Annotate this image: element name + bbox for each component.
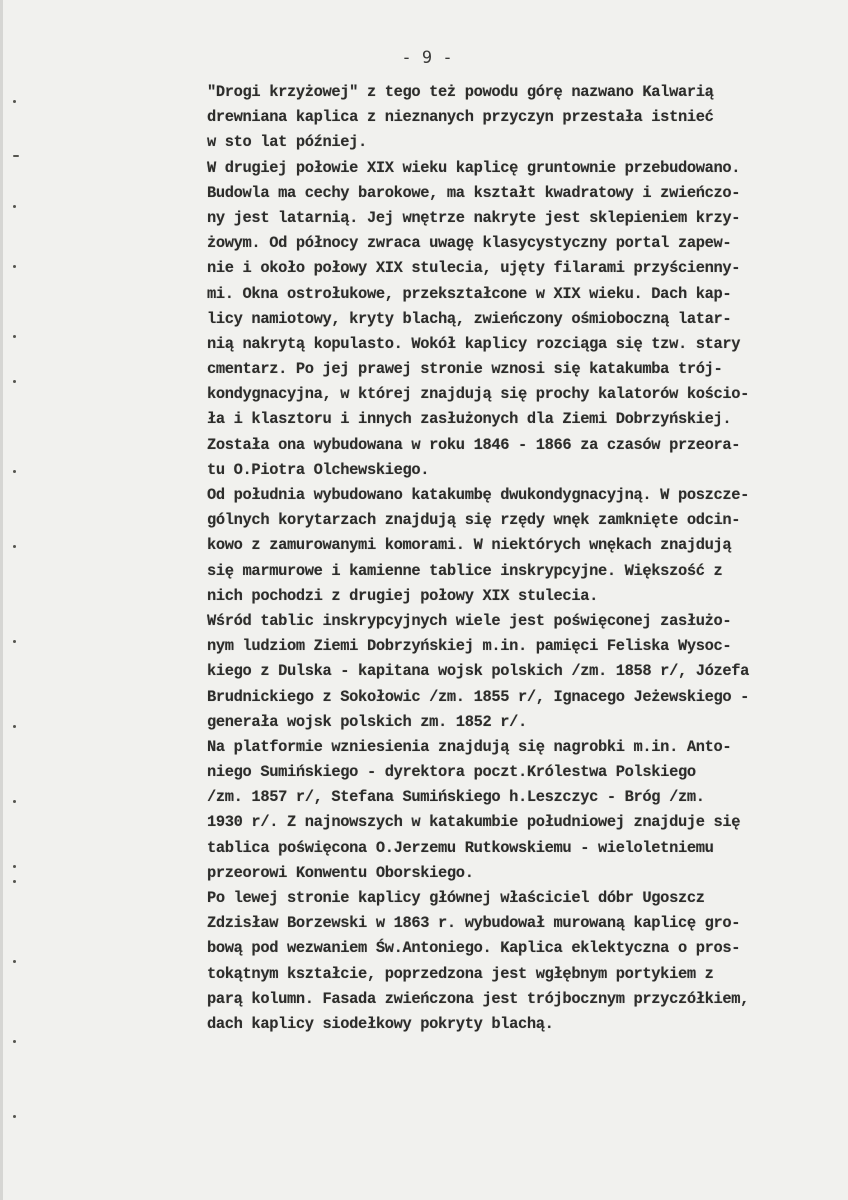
margin-speck <box>13 640 16 643</box>
margin-speck <box>13 265 16 268</box>
text-line: nich pochodzi z drugiej połowy XIX stulecia. <box>207 586 598 605</box>
page-number: - 9 - <box>401 48 453 68</box>
margin-speck <box>13 335 16 338</box>
margin-speck <box>13 100 16 103</box>
text-line: kondygnacyjna, w której znajdują się prochy kalatorów kościo- <box>207 385 750 404</box>
text-line: nią nakrytą kopulasto. Wokół kaplicy rozciąga się tzw. stary <box>207 334 741 353</box>
text-line: bową pod wezwaniem Św.Antoniego. Kaplica eklektyczna o pros- <box>207 939 741 958</box>
text-line: kiego z Dulska - kapitana wojsk polskich /zm. 1858 r/, Józefa <box>207 662 750 681</box>
text-line: cmentarz. Po jej prawej stronie wznosi się katakumba trój- <box>207 360 723 379</box>
margin-speck <box>13 800 16 803</box>
text-line: tokątnym kształcie, poprzedzona jest wgłębnym portykiem z <box>207 964 714 983</box>
body-text <box>207 80 847 1037</box>
text-line: mi. Okna ostrołukowe, przekształcone w XIX wieku. Dach kap- <box>207 284 732 303</box>
text-line: dach kaplicy siodełkowy pokryty blachą. <box>207 1014 554 1033</box>
text-line: parą kolumn. Fasada zwieńczona jest trójbocznym przyczółkiem, <box>207 989 750 1008</box>
margin-speck <box>13 1040 16 1043</box>
text-line: W drugiej połowie XIX wieku kaplicę gruntownie przebudowano. <box>207 158 741 177</box>
margin-speck <box>13 205 16 208</box>
text-line: nie i około połowy XIX stulecia, ujęty filarami przyścienny- <box>207 259 741 278</box>
text-line: "Drogi krzyżowej" z tego też powodu górę nazwano Kalwarią <box>207 83 714 101</box>
text-line: Została ona wybudowana w roku 1846 - 1866 za czasów przeora- <box>207 435 741 454</box>
text-line: generała wojsk polskich zm. 1852 r/. <box>207 712 527 731</box>
text-line: Brudnickiego z Sokołowic /zm. 1855 r/, Ignacego Jeżewskiego - <box>207 687 750 706</box>
margin-speck <box>13 155 19 157</box>
text-line: Na platformie wzniesienia znajdują się nagrobki m.in. Anto- <box>207 737 732 756</box>
text-line: nym ludziom Ziemi Dobrzyńskiej m.in. pamięci Feliska Wysoc- <box>207 637 732 656</box>
margin-speck <box>13 1115 16 1118</box>
margin-speck <box>13 865 16 868</box>
margin-speck <box>13 960 16 963</box>
text-line: 1930 r/. Z najnowszych w katakumbie południowej znajduje się <box>207 813 741 832</box>
text-line: tu O.Piotra Olchewskiego. <box>207 460 430 479</box>
text-line: ny jest latarnią. Jej wnętrze nakryte jest sklepieniem krzy- <box>207 208 741 227</box>
text-line: kowo z zamurowanymi komorami. W niektórych wnękach znajdują <box>207 536 732 555</box>
margin-speck <box>13 545 16 548</box>
text-line: Budowla ma cechy barokowe, ma kształt kwadratowy i zwieńczo- <box>207 183 741 202</box>
text-line: się marmurowe i kamienne tablice inskrypcyjne. Większość z <box>207 561 723 580</box>
text-line: drewniana kaplica z nieznanych przyczyn przestała istnieć <box>207 108 714 127</box>
text-line: gólnych korytarzach znajdują się rzędy wnęk zamknięte odcin- <box>207 511 741 530</box>
margin-speck <box>13 380 16 383</box>
text-line: Wśród tablic inskrypcyjnych wiele jest poświęconej zasłużo- <box>207 611 732 630</box>
text-line: żowym. Od północy zwraca uwagę klasycystyczny portal zapew- <box>207 234 732 253</box>
margin-speck <box>13 880 16 883</box>
text-line: niego Sumińskiego - dyrektora poczt.Królestwa Polskiego <box>207 763 696 782</box>
text-line: tablica poświęcona O.Jerzemu Rutkowskiemu - wieloletniemu <box>207 838 714 857</box>
text-line: Zdzisław Borzewski w 1863 r. wybudował murowaną kaplicę gro- <box>207 914 741 933</box>
text-line: Po lewej stronie kaplicy głównej właściciel dóbr Ugoszcz <box>207 889 705 907</box>
text-line: /zm. 1857 r/, Stefana Sumińskiego h.Leszczyc - Bróg /zm. <box>207 788 705 807</box>
margin-speck <box>13 725 16 728</box>
text-line: Od południa wybudowano katakumbę dwukondygnacyjną. W poszcze- <box>207 486 750 504</box>
text-line: przeorowi Konwentu Oborskiego. <box>207 863 474 882</box>
text-line: ła i klasztoru i innych zasłużonych dla Ziemi Dobrzyńskiej. <box>207 410 732 429</box>
text-line: licy namiotowy, kryty blachą, zwieńczony ośmioboczną latar- <box>207 309 732 328</box>
text-line: w sto lat później. <box>207 133 367 152</box>
margin-speck <box>13 470 16 473</box>
